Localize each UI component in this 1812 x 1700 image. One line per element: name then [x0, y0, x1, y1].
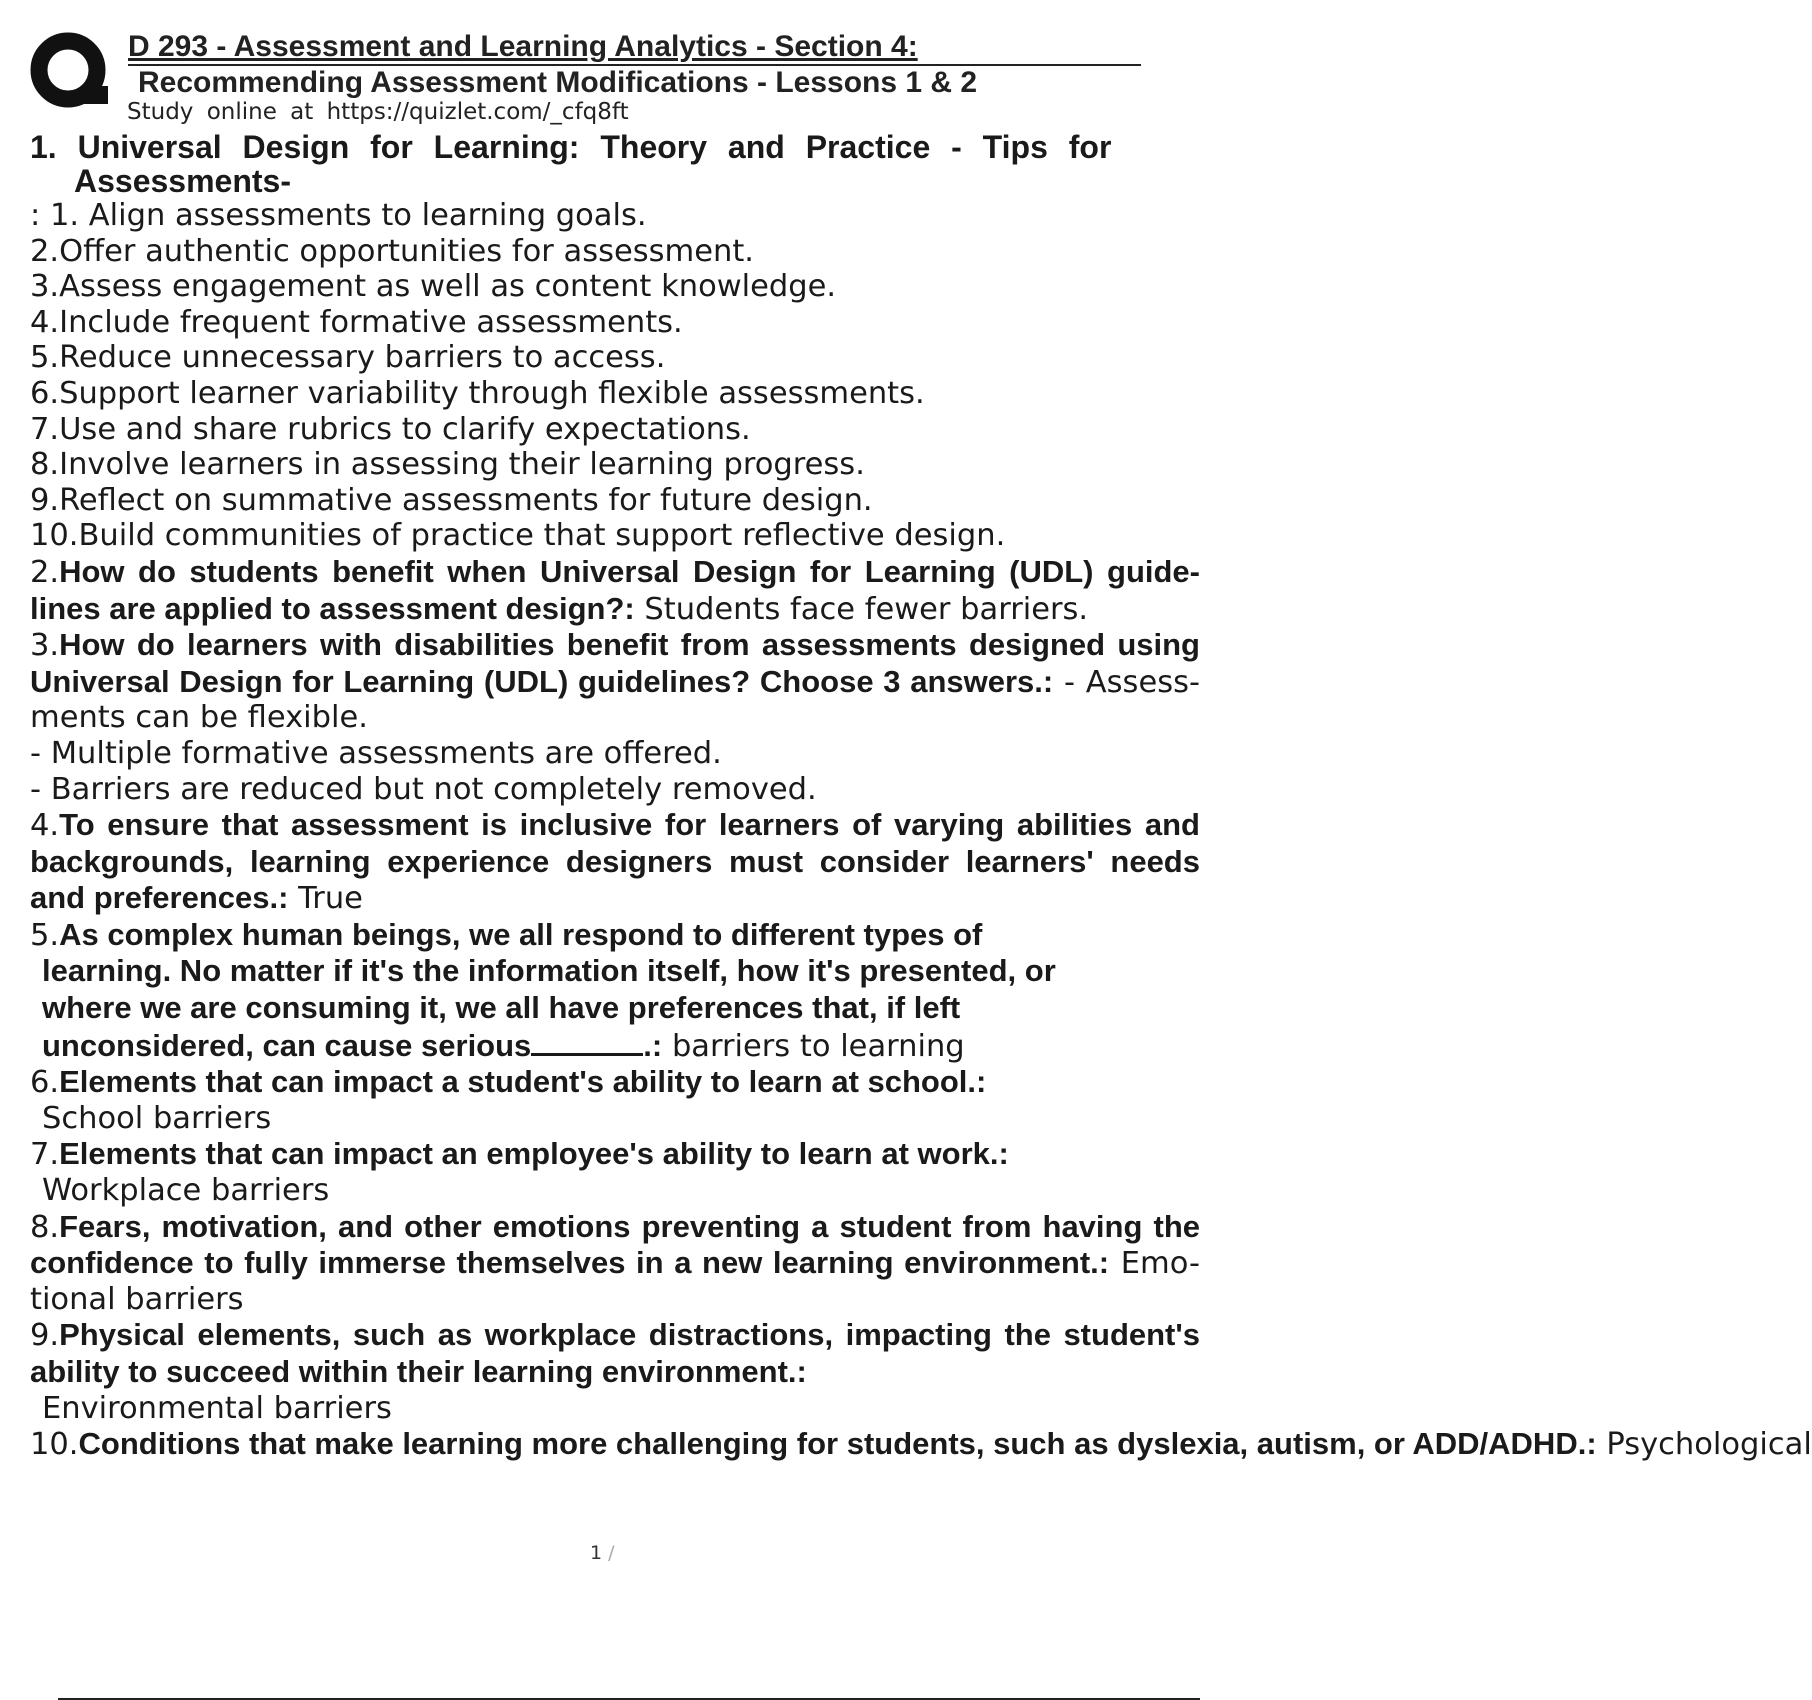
flashcard-list [30, 129, 1812, 1463]
card-4-question: To ensure that assessment is inclusive for learners of varying abilities and backgrounds, learning experience designers must consider learners' needs and preferences.: [30, 807, 1200, 916]
card-8-number: 8. [30, 1209, 60, 1245]
card-5-question-line: where we are consuming it, we all have preferences that, if left [42, 990, 961, 1026]
card-5-question-end: .: [643, 1027, 663, 1063]
card-10-answer: Psychological [1606, 1427, 1812, 1463]
card-3-answer: - Assess- ments can be flexible. [30, 664, 1200, 736]
card-1-item: 5.Reduce unnecessary barriers to access. [30, 340, 666, 376]
card-1-item: 6.Support learner variability through flexible assessments. [30, 375, 925, 411]
quizlet-logo-icon [30, 30, 110, 114]
card-4-number: 4. [30, 808, 60, 844]
card-6-answer: School barriers [42, 1100, 272, 1136]
card-2-question: How do students benefit when Universal Design for Learning (UDL) guide- lines are applied to assessment design?: [30, 553, 1200, 626]
card-1-item: 10.Build communities of practice that support reflective design. [30, 518, 1006, 554]
card-1-title: Universal Design for Learning: Theory and Practice - Tips for [77, 129, 1112, 165]
card-8-question: Fears, motivation, and other emotions preventing a student from having the confidence to fully immerse themselves in a new learning environment.: [30, 1208, 1200, 1281]
card-5-number: 5. [30, 917, 60, 953]
card-8-answer: Emo- tional barriers [30, 1246, 1200, 1317]
card-5-question-line: As complex human beings, we all respond to different types of [59, 916, 983, 952]
card-3-question: How do learners with disabilities benefit from assessments designed using Universal Design for Learning (UDL) guidelines? Choose 3 answers.: [30, 627, 1200, 699]
document-title [126, 30, 1141, 100]
card-2-answer: Students face fewer barriers. [644, 591, 1089, 627]
card-7-question: Elements that can impact an employee's ability to learn at work.: [59, 1136, 1009, 1172]
card-8 [30, 1209, 1200, 1318]
card-1-item: 4.Include frequent formative assessments. [30, 304, 683, 340]
card-3-answer-line: - Barriers are reduced but not completely removed. [30, 771, 817, 807]
card-6-number: 6. [30, 1065, 60, 1101]
study-online-link[interactable]: Study online at https://quizlet.com/_cfq8ft [127, 99, 629, 125]
card-1-item: 8.Involve learners in assessing their learning progress. [30, 447, 865, 483]
card-7-number: 7. [30, 1137, 60, 1173]
card-5-answer: barriers to learning [671, 1028, 965, 1064]
card-5-question-line: learning. No matter if it's the information itself, how it's presented, or [42, 953, 1056, 989]
card-7 [30, 1136, 1200, 1208]
card-1-item: 3.Assess engagement as well as content knowledge. [30, 269, 837, 305]
card-1-item: 2.Offer authentic opportunities for assessment. [30, 233, 754, 269]
card-5-question-line: unconsidered, can cause serious [42, 1027, 532, 1063]
card-2 [30, 554, 1200, 627]
card-10-number: 10. [30, 1427, 79, 1463]
card-3-answer-line: - Multiple formative assessments are offered. [30, 735, 722, 771]
card-4-answer: True [298, 881, 363, 917]
card-1-item: 9.Reflect on summative assessments for future design. [30, 482, 873, 518]
card-1-heading [30, 130, 1200, 198]
card-1-number: 1. [30, 129, 57, 165]
card-3 [30, 627, 1200, 807]
card-1-item: 7.Use and share rubrics to clarify expectations. [30, 411, 751, 447]
page-number [590, 1542, 615, 1564]
fill-in-blank [531, 1027, 643, 1056]
card-6-question: Elements that can impact a student's ability to learn at school.: [59, 1064, 987, 1100]
card-1-title-cont: Assessments- [74, 163, 291, 199]
page-separator: / [608, 1542, 615, 1564]
card-6 [30, 1064, 1200, 1136]
card-1-item: : 1. Align assessments to learning goals. [30, 198, 647, 233]
card-9-number: 9. [30, 1318, 60, 1354]
card-9-question: Physical elements, such as workplace distractions, impacting the student's ability to succeed within their learning environment.: [30, 1317, 1200, 1389]
card-7-answer: Workplace barriers [42, 1173, 330, 1209]
card-10 [30, 1426, 1812, 1463]
card-5 [30, 917, 1200, 1064]
card-2-number: 2. [30, 554, 60, 590]
card-1 [30, 130, 1200, 554]
title-line-1: D 293 - Assessment and Learning Analytics - Section 4: [128, 30, 1141, 66]
card-9 [30, 1317, 1200, 1426]
card-9-answer: Environmental barriers [42, 1390, 392, 1426]
title-line-2: Recommending Assessment Modifications - Lessons 1 & 2 [138, 66, 978, 99]
card-3-number: 3. [30, 628, 60, 664]
page-number-value: 1 [590, 1542, 603, 1564]
card-4 [30, 807, 1200, 917]
card-10-question: Conditions that make learning more challenging for students, such as dyslexia, autism, or ADD/ADHD.: [78, 1426, 1597, 1462]
